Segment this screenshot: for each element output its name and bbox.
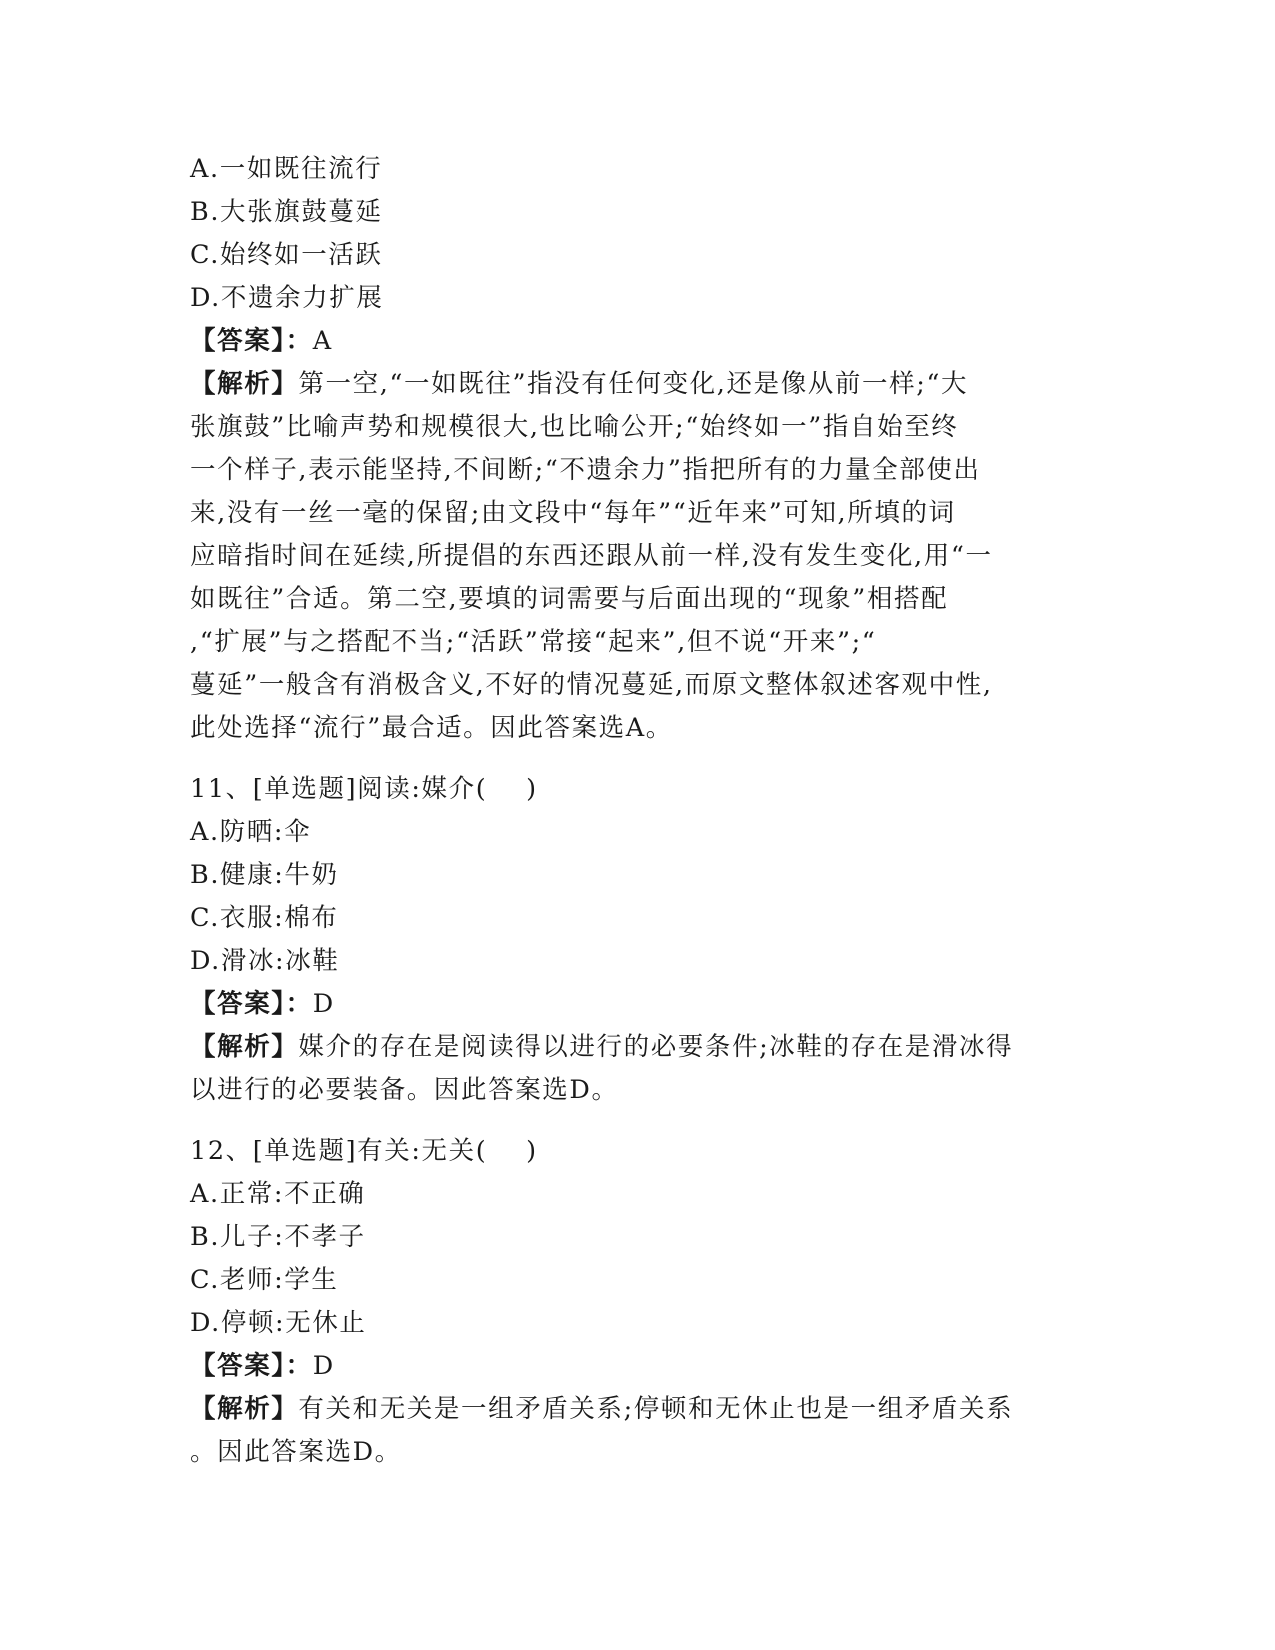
answer-label: 【答案】： [190, 326, 313, 356]
option-c: C.始终如一活跃 [190, 240, 383, 270]
document-page [190, 148, 1090, 1474]
analysis-text: 媒介的存在是阅读得以进行的必要条件;冰鞋的存在是滑冰得 [298, 1032, 1014, 1062]
question-10 [190, 148, 1090, 750]
answer-line [190, 1345, 1090, 1388]
option-d: D.停顿:无休止 [190, 1308, 367, 1338]
analysis-line: 一个样子,表示能坚持,不间断;“不遗余力”指把所有的力量全部使出 [190, 455, 981, 485]
analysis-line: ,“扩展”与之搭配不当;“活跃”常接“起来”,但不说“开来”;“ [190, 627, 877, 657]
answer-label: 【答案】： [190, 989, 313, 1019]
analysis-line: 。因此答案选D。 [190, 1437, 402, 1467]
question-11 [190, 768, 1090, 1112]
option-c: C.衣服:棉布 [190, 903, 339, 933]
option-d: D.滑冰:冰鞋 [190, 946, 340, 976]
option-b: B.大张旗鼓蔓延 [190, 197, 383, 227]
analysis-line: 如既往”合适。第二空,要填的词需要与后面出现的“现象”相搭配 [190, 584, 949, 614]
spacer [190, 750, 1090, 768]
option-a: A.一如既往流行 [190, 154, 383, 184]
analysis-label: 【解析】 [190, 1032, 299, 1062]
analysis-line: 蔓延”一般含有消极含义,不好的情况蔓延,而原文整体叙述客观中性, [190, 670, 993, 700]
question-title: 11、[单选题]阅读:媒介( ) [190, 774, 538, 804]
analysis-text: 第一空,“一如既往”指没有任何变化,还是像从前一样;“大 [298, 369, 969, 399]
analysis-label: 【解析】 [190, 369, 299, 399]
analysis-line: 以进行的必要装备。因此答案选D。 [190, 1075, 619, 1105]
answer-line [190, 983, 1090, 1026]
analysis-line [190, 363, 1090, 406]
answer-value: D [312, 1351, 335, 1381]
analysis-line: 此处选择“流行”最合适。因此答案选A。 [190, 713, 673, 743]
answer-value: D [312, 989, 335, 1019]
analysis-text: 有关和无关是一组矛盾关系;停顿和无休止也是一组矛盾关系 [298, 1394, 1014, 1424]
question-12 [190, 1130, 1090, 1474]
option-d: D.不遗余力扩展 [190, 283, 384, 313]
analysis-line [190, 1026, 1090, 1069]
option-a: A.正常:不正确 [190, 1179, 366, 1209]
analysis-line: 张旗鼓”比喻声势和规模很大,也比喻公开;“始终如一”指自始至终 [190, 412, 959, 442]
option-b: B.健康:牛奶 [190, 860, 339, 890]
analysis-label: 【解析】 [190, 1394, 299, 1424]
question-title: 12、[单选题]有关:无关( ) [190, 1136, 538, 1166]
option-b: B.儿子:不孝子 [190, 1222, 366, 1252]
answer-line [190, 320, 1090, 363]
option-c: C.老师:学生 [190, 1265, 339, 1295]
option-a: A.防晒:伞 [190, 817, 312, 847]
answer-value: A [312, 326, 333, 356]
spacer [190, 1112, 1090, 1130]
analysis-line: 应暗指时间在延续,所提倡的东西还跟从前一样,没有发生变化,用“一 [190, 541, 993, 571]
answer-label: 【答案】： [190, 1351, 313, 1381]
analysis-line [190, 1388, 1090, 1431]
analysis-line: 来,没有一丝一毫的保留;由文段中“每年”“近年来”可知,所填的词 [190, 498, 956, 528]
